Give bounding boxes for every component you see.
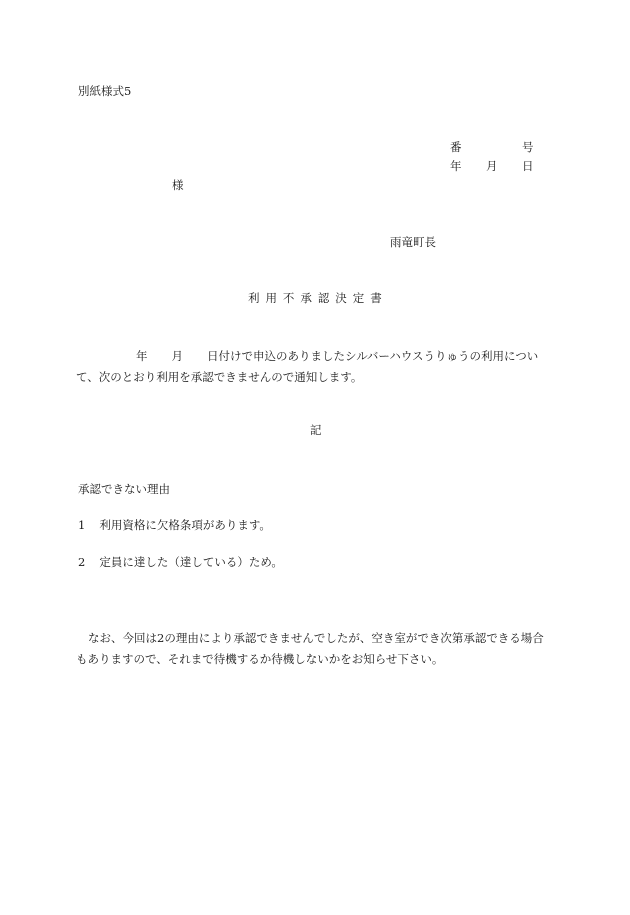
body-line2: て、次のとおり利用を承認できませんので通知します。 (76, 370, 363, 384)
date-year: 年 (450, 159, 462, 173)
date-day: 日 (522, 159, 534, 173)
reason-num: 1 (78, 518, 86, 532)
ki-heading: 記 (310, 423, 322, 437)
body-line1: 日付けで申込のありましたシルバーハウスうりゅうの利用につい (207, 349, 539, 363)
body-paragraph (76, 346, 560, 388)
note-paragraph (76, 628, 560, 670)
doc-number-go: 号 (522, 140, 534, 154)
reason-item-1 (78, 520, 271, 532)
reason-heading: 承認できない理由 (78, 482, 170, 496)
date-month: 月 (486, 159, 498, 173)
form-id: 別紙様式5 (78, 84, 132, 98)
note-line2: もありますので、それまで待機するか待機しないかをお知らせ下さい。 (76, 652, 444, 666)
reason-text: 定員に達した（達している）ため。 (99, 555, 283, 569)
reason-num: 2 (78, 555, 86, 569)
addressee-suffix: 様 (172, 178, 184, 192)
body-month: 月 (171, 349, 183, 363)
body-year: 年 (136, 349, 148, 363)
reason-item-2 (78, 557, 283, 569)
issuer: 雨竜町長 (390, 235, 436, 249)
doc-number-ban: 番 (450, 140, 462, 154)
document-title: 利 用 不 承 認 決 定 書 (248, 291, 383, 305)
reason-text: 利用資格に欠格条項があります。 (99, 518, 271, 532)
note-line1: なお、今回は2の理由により承認できませんでしたが、空き室ができ次第承認できる場合 (88, 631, 544, 645)
